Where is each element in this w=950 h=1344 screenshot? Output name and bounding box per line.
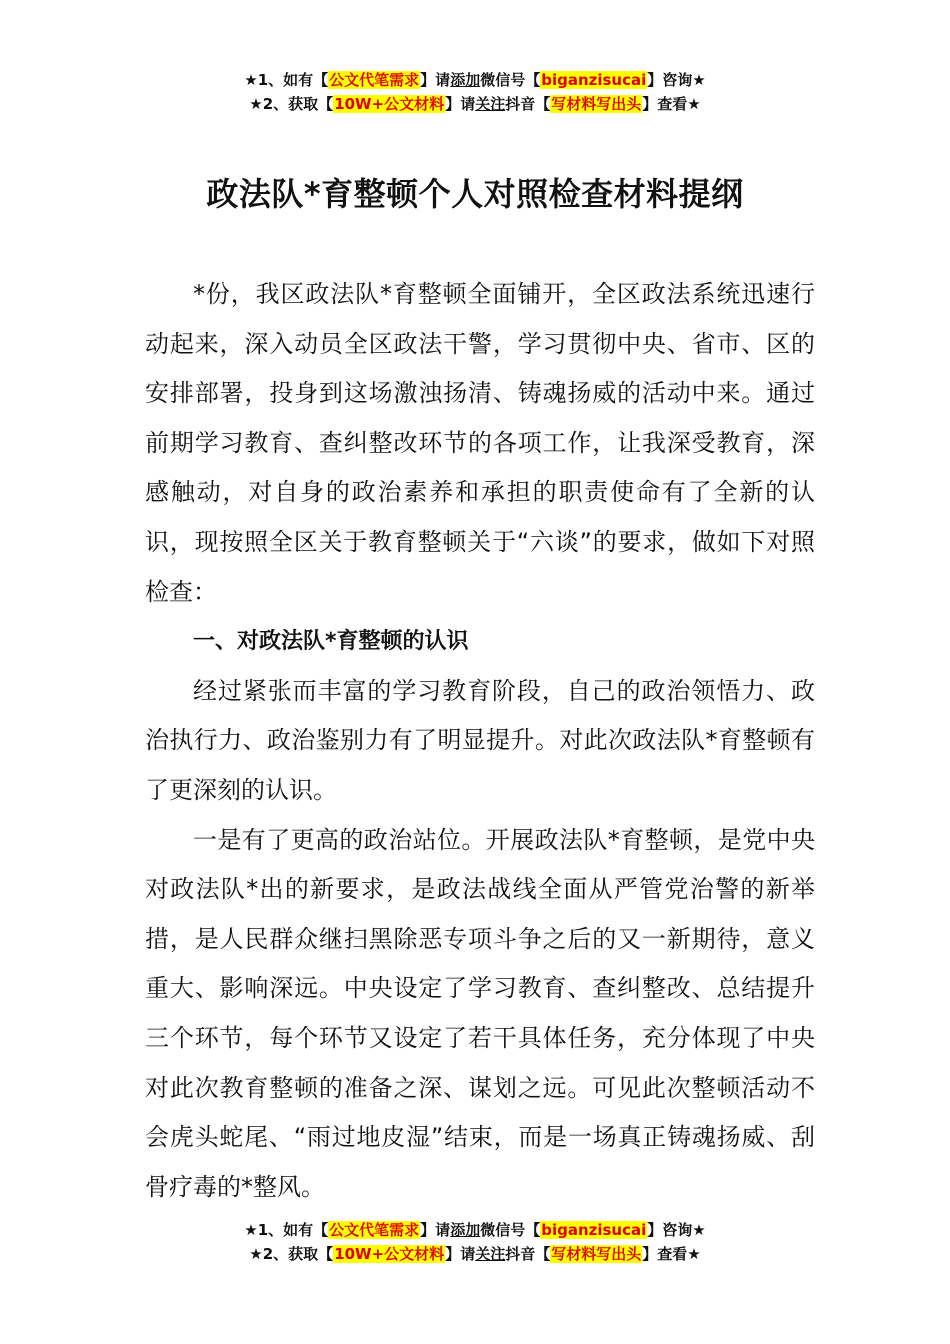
promo-underline: 添加: [450, 1221, 481, 1239]
promo-text: 抖音【: [505, 1245, 551, 1263]
promo-highlight-douyin: 写材料写出头: [551, 1245, 642, 1263]
promo-underline: 添加: [450, 71, 481, 89]
promo-text: 】咨询★: [647, 71, 706, 89]
promo-highlight-douyin: 写材料写出头: [551, 95, 642, 113]
promo-text: 】请: [445, 95, 476, 113]
promo-text: 】查看★: [642, 1245, 701, 1263]
promo-banner-top: [0, 68, 950, 116]
section-heading: 一、对政法队*育整顿的认识: [193, 629, 469, 655]
promo-line-1: [0, 68, 950, 92]
promo-text: 抖音【: [505, 95, 551, 113]
paragraph: 一是有了更高的政治站位。开展政法队*育整顿，是党中央对政法队*出的新要求，是政法战线全面从严管党治警的新举措，是人民群众继扫黑除恶专项斗争之后的又一新期待，意义重大、影响深远。中央设定了学习教育、查纠整改、总结提升三个环节，每个环节又设定了若干具体任务，充分体现了中央对此次教育整顿的准备之深、谋划之远。可见此次整顿活动不会虎头蛇尾、“雨过地皮湿”结束，而是一场真正铸魂扬威、刮骨疗毒的*整风。: [145, 825, 815, 1201]
promo-text: 】查看★: [642, 95, 701, 113]
promo-text: 】请: [420, 1221, 451, 1239]
document-body: [145, 270, 815, 1212]
promo-text: 微信号【: [480, 1221, 541, 1239]
promo-text: 】咨询★: [647, 1221, 706, 1239]
promo-highlight: 10W+公文材料: [334, 1245, 445, 1263]
promo-highlight: 公文代笔需求: [329, 1221, 420, 1239]
promo-highlight: 公文代笔需求: [329, 71, 420, 89]
promo-highlight-wechat: biganzisucai: [541, 71, 647, 89]
document-title: 政法队*育整顿个人对照检查材料提纲: [206, 175, 744, 213]
promo-text: ★1、如有【: [244, 1221, 329, 1239]
promo-underline: 关注: [475, 1245, 506, 1263]
promo-underline: 关注: [475, 95, 506, 113]
promo-text: 】请: [445, 1245, 476, 1263]
promo-text: ★2、获取【: [249, 1245, 334, 1263]
promo-line-2: [0, 1242, 950, 1266]
promo-banner-bottom: [0, 1218, 950, 1266]
promo-line-1: [0, 1218, 950, 1242]
paragraph-intro: *份，我区政法队*育整顿全面铺开，全区政法系统迅速行动起来，深入动员全区政法干警，学习贯彻中央、省市、区的安排部署，投身到这场激浊扬清、铸魂扬威的活动中来。通过前期学习教育、查纠整改环节的各项工作，让我深受教育，深感触动，对自身的政治素养和承担的职责使命有了全新的认识，现按照全区关于教育整顿关于“六谈”的要求，做如下对照检查：: [145, 280, 815, 606]
promo-text: 】请: [420, 71, 451, 89]
promo-highlight: 10W+公文材料: [334, 95, 445, 113]
promo-text: 微信号【: [480, 71, 541, 89]
paragraph: 经过紧张而丰富的学习教育阶段，自己的政治领悟力、政治执行力、政治鉴别力有了明显提升。对此次政法队*育整顿有了更深刻的认识。: [145, 676, 815, 804]
promo-line-2: [0, 92, 950, 116]
promo-text: ★2、获取【: [249, 95, 334, 113]
promo-highlight-wechat: biganzisucai: [541, 1221, 647, 1239]
promo-text: ★1、如有【: [244, 71, 329, 89]
